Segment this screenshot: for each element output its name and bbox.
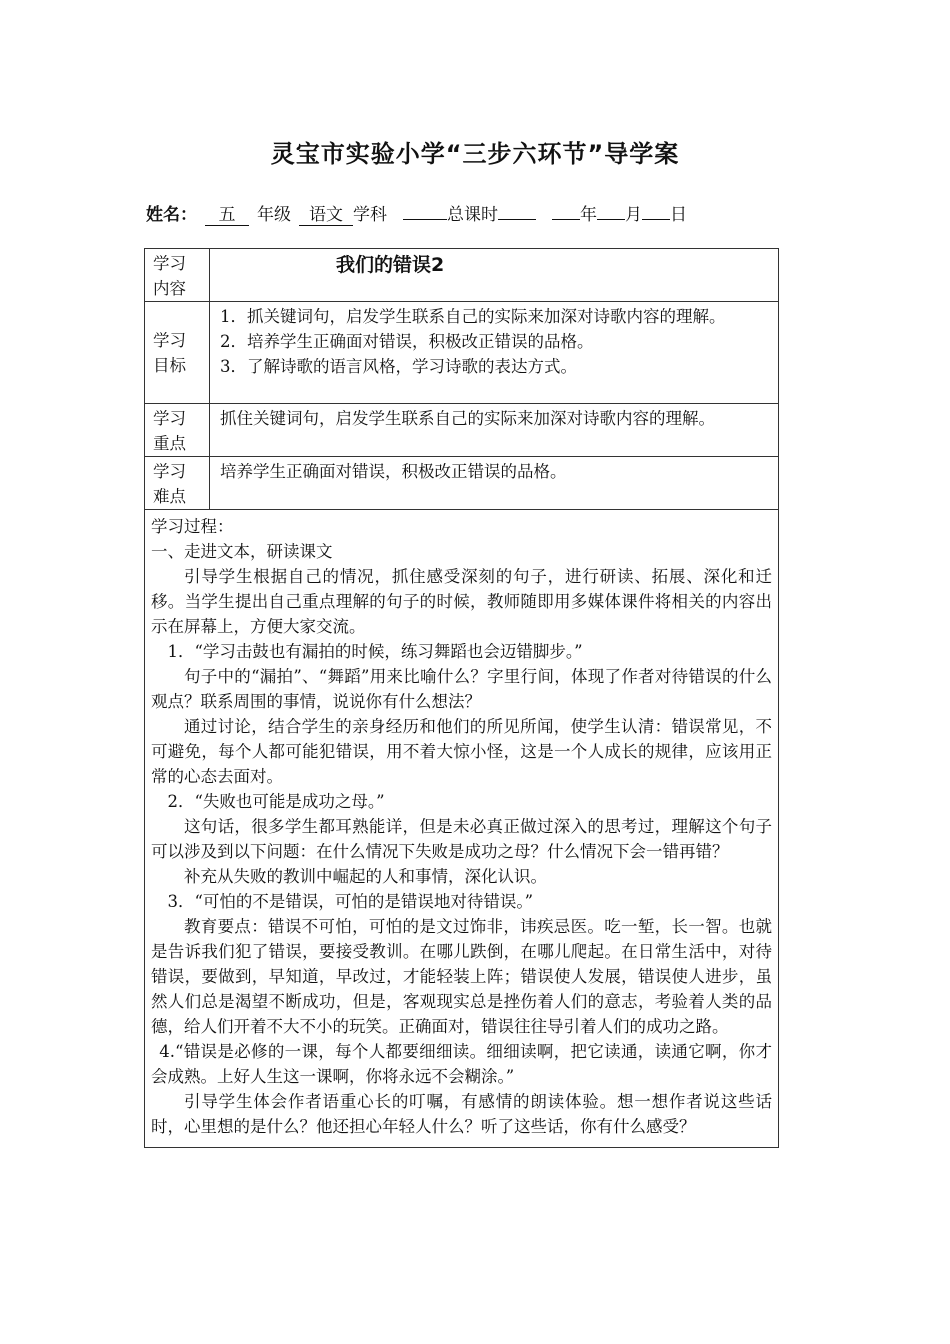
process-heading: 学习过程：: [151, 517, 234, 536]
paragraph: 引导学生根据自己的情况，抓住感受深刻的句子，进行研读、拓展、深化和迁移。当学生提出自己重点理解的句子的时候，教师随即用多媒体课件将相关的内容出示在屏幕上，方便大家交流。: [151, 567, 772, 636]
row-content: [145, 249, 779, 302]
year-blank: [552, 219, 580, 220]
quote-1: 1．“学习击鼓也有漏拍的时候，练习舞蹈也会迈错脚步。”: [167, 642, 583, 661]
year-label: 年: [580, 205, 597, 225]
total-label: 总课时: [447, 205, 498, 225]
month-label: 月: [625, 205, 642, 225]
total-blank-2: [498, 219, 536, 220]
paragraph: 句子中的“漏拍”、“舞蹈”用来比喻什么？字里行间，体现了作者对待错误的什么观点？联系周围的事情，说说你有什么想法？: [151, 667, 772, 711]
quote-2: 2．“失败也可能是成功之母。”: [167, 792, 385, 811]
lesson-title: 我们的错误2: [336, 254, 445, 276]
goal-item: 2．培养学生正确面对错误，积极改正错误的品格。: [220, 332, 594, 351]
paragraph: 教育要点：错误不可怕，可怕的是文过饰非，讳疾忌医。吃一堑，长一智。也就是告诉我们犯了错误，要接受教训。在哪儿跌倒，在哪儿爬起。在日常生活中，对待错误，要做到，早知道，早改过，才能轻装上阵；错误使人发展，错误使人进步，虽然人们总是渴望不断成功，但是，客观现实总是挫伤着人们的意志，考验着人类的品德，给人们开着不大不小的玩笑。正确面对，错误往往导引着人们的成功之路。: [151, 917, 772, 1036]
section-heading: 一、走进文本，研读课文: [151, 542, 333, 561]
difficult-label: 学习 难点: [145, 457, 210, 510]
quote-3: 3．“可怕的不是错误，可怕的是错误地对待错误。”: [167, 892, 534, 911]
content-label: 学习 内容: [145, 249, 210, 302]
difficult-point: 培养学生正确面对错误，积极改正错误的品格。: [210, 457, 779, 510]
quote-4: 4.“错误是必修的一课，每个人都要细细读。细细读啊，把它读通，读通它啊，你才会成熟。上好人生这一课啊，你将永远不会糊涂。”: [151, 1042, 772, 1086]
name-label: 姓名：: [146, 205, 197, 225]
lesson-title-cell: [210, 249, 779, 302]
page-title: 灵宝市实验小学“三步六环节”导学案: [270, 140, 680, 168]
row-key: [145, 404, 779, 457]
key-point: 抓住关键词句，启发学生联系自己的实际来加深对诗歌内容的理解。: [210, 404, 779, 457]
total-blank: [403, 219, 447, 220]
paragraph: 补充从失败的教训中崛起的人和事情，深化认识。: [184, 867, 547, 886]
grade-label: 年级: [257, 205, 291, 225]
day-label: 日: [670, 205, 687, 225]
paragraph: 这句话，很多学生都耳熟能详，但是未必真正做过深入的思考过，理解这个句子可以涉及到以下问题：在什么情况下失败是成功之母？什么情况下会一错再错？: [151, 817, 772, 861]
paragraph: 通过讨论，结合学生的亲身经历和他们的所见所闻，使学生认清：错误常见，不可避免，每个人都可能犯错误，用不着大惊小怪，这是一个人成长的规律，应该用正常的心态去面对。: [151, 717, 772, 786]
process-cell: [145, 510, 779, 1148]
info-line: [146, 200, 687, 226]
lesson-table: [144, 248, 779, 1148]
paragraph: 引导学生体会作者语重心长的叮嘱，有感情的朗读体验。想一想作者说这些话时，心里想的是什么？他还担心年轻人什么？听了这些话，你有什么感受？: [151, 1092, 772, 1136]
row-process: [145, 510, 779, 1148]
day-blank: [642, 219, 670, 220]
goals-cell: [210, 302, 779, 404]
row-goals: [145, 302, 779, 404]
goals-label: 学习 目标: [145, 302, 210, 404]
row-difficult: [145, 457, 779, 510]
key-label: 学习 重点: [145, 404, 210, 457]
subject-value: 语文: [299, 205, 353, 226]
goal-item: 3．了解诗歌的语言风格，学习诗歌的表达方式。: [220, 357, 577, 376]
goal-item: 1．抓关键词句，启发学生联系自己的实际来加深对诗歌内容的理解。: [220, 307, 726, 326]
subject-label: 学科: [353, 205, 387, 225]
grade-value: 五: [205, 205, 249, 226]
month-blank: [597, 219, 625, 220]
